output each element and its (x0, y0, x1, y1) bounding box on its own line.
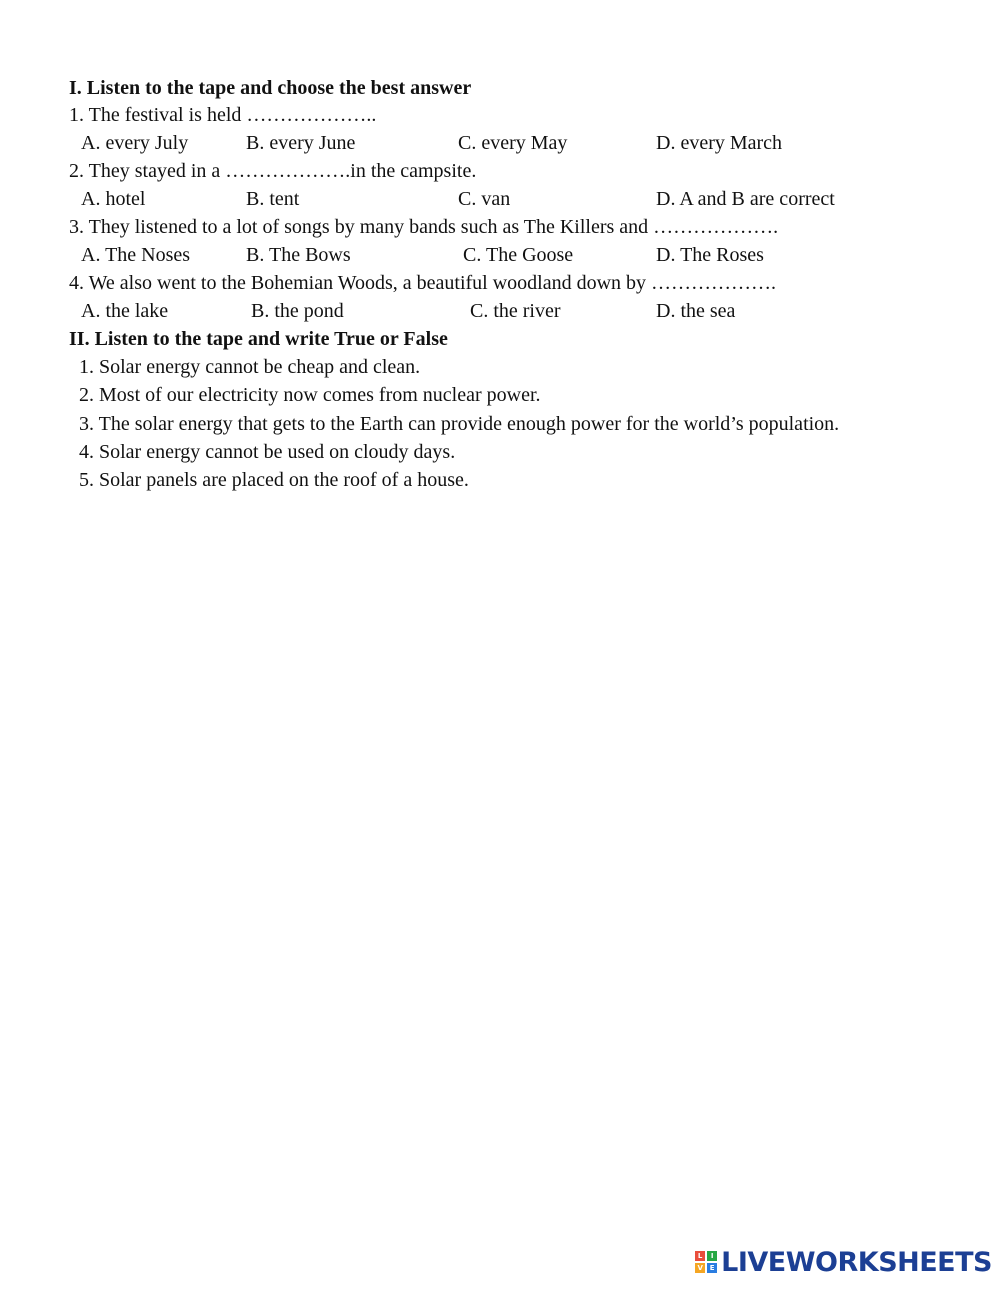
question-3: 3. They listened to a lot of songs by many bands such as The Killers and ………………. (69, 216, 779, 238)
q2-option-b[interactable]: B. tent (246, 188, 300, 210)
q3-option-b[interactable]: B. The Bows (246, 244, 351, 266)
q1-option-c[interactable]: C. every May (458, 132, 568, 154)
question-2: 2. They stayed in a ……………….in the campsite. (69, 160, 477, 182)
logo-cube-l: L (695, 1251, 705, 1261)
tf-statement-2: 2. Most of our electricity now comes from nuclear power. (79, 384, 541, 406)
logo-cubes-icon (695, 1251, 717, 1273)
q4-option-a[interactable]: A. the lake (81, 300, 169, 322)
section-1-heading: I. Listen to the tape and choose the best answer (69, 77, 472, 99)
tf-statement-3: 3. The solar energy that gets to the Earth can provide enough power for the world’s population. (79, 413, 840, 435)
question-1: 1. The festival is held ……………….. (69, 104, 377, 126)
q4-option-c[interactable]: C. the river (470, 300, 561, 322)
tf-statement-5: 5. Solar panels are placed on the roof of a house. (79, 469, 469, 491)
q2-option-c[interactable]: C. van (458, 188, 511, 210)
q4-option-b[interactable]: B. the pond (251, 300, 344, 322)
tf-statement-1: 1. Solar energy cannot be cheap and clean. (79, 356, 421, 378)
section-2-heading: II. Listen to the tape and write True or False (69, 328, 448, 350)
liveworksheets-logo (695, 1245, 992, 1279)
logo-cube-e: E (707, 1263, 717, 1273)
q1-option-d[interactable]: D. every March (656, 132, 783, 154)
logo-cube-v: V (695, 1263, 705, 1273)
q3-option-d[interactable]: D. The Roses (656, 244, 764, 266)
q1-option-b[interactable]: B. every June (246, 132, 356, 154)
q3-option-a[interactable]: A. The Noses (81, 244, 191, 266)
logo-text: LIVEWORKSHEETS (721, 1246, 992, 1278)
question-4: 4. We also went to the Bohemian Woods, a beautiful woodland down by ………………. (69, 272, 777, 294)
q2-option-d[interactable]: D. A and B are correct (656, 188, 835, 210)
q3-option-c[interactable]: C. The Goose (463, 244, 574, 266)
q2-option-a[interactable]: A. hotel (81, 188, 146, 210)
q1-option-a[interactable]: A. every July (81, 132, 189, 154)
tf-statement-4: 4. Solar energy cannot be used on cloudy days. (79, 441, 456, 463)
q4-option-d[interactable]: D. the sea (656, 300, 736, 322)
logo-cube-i: I (707, 1251, 717, 1261)
